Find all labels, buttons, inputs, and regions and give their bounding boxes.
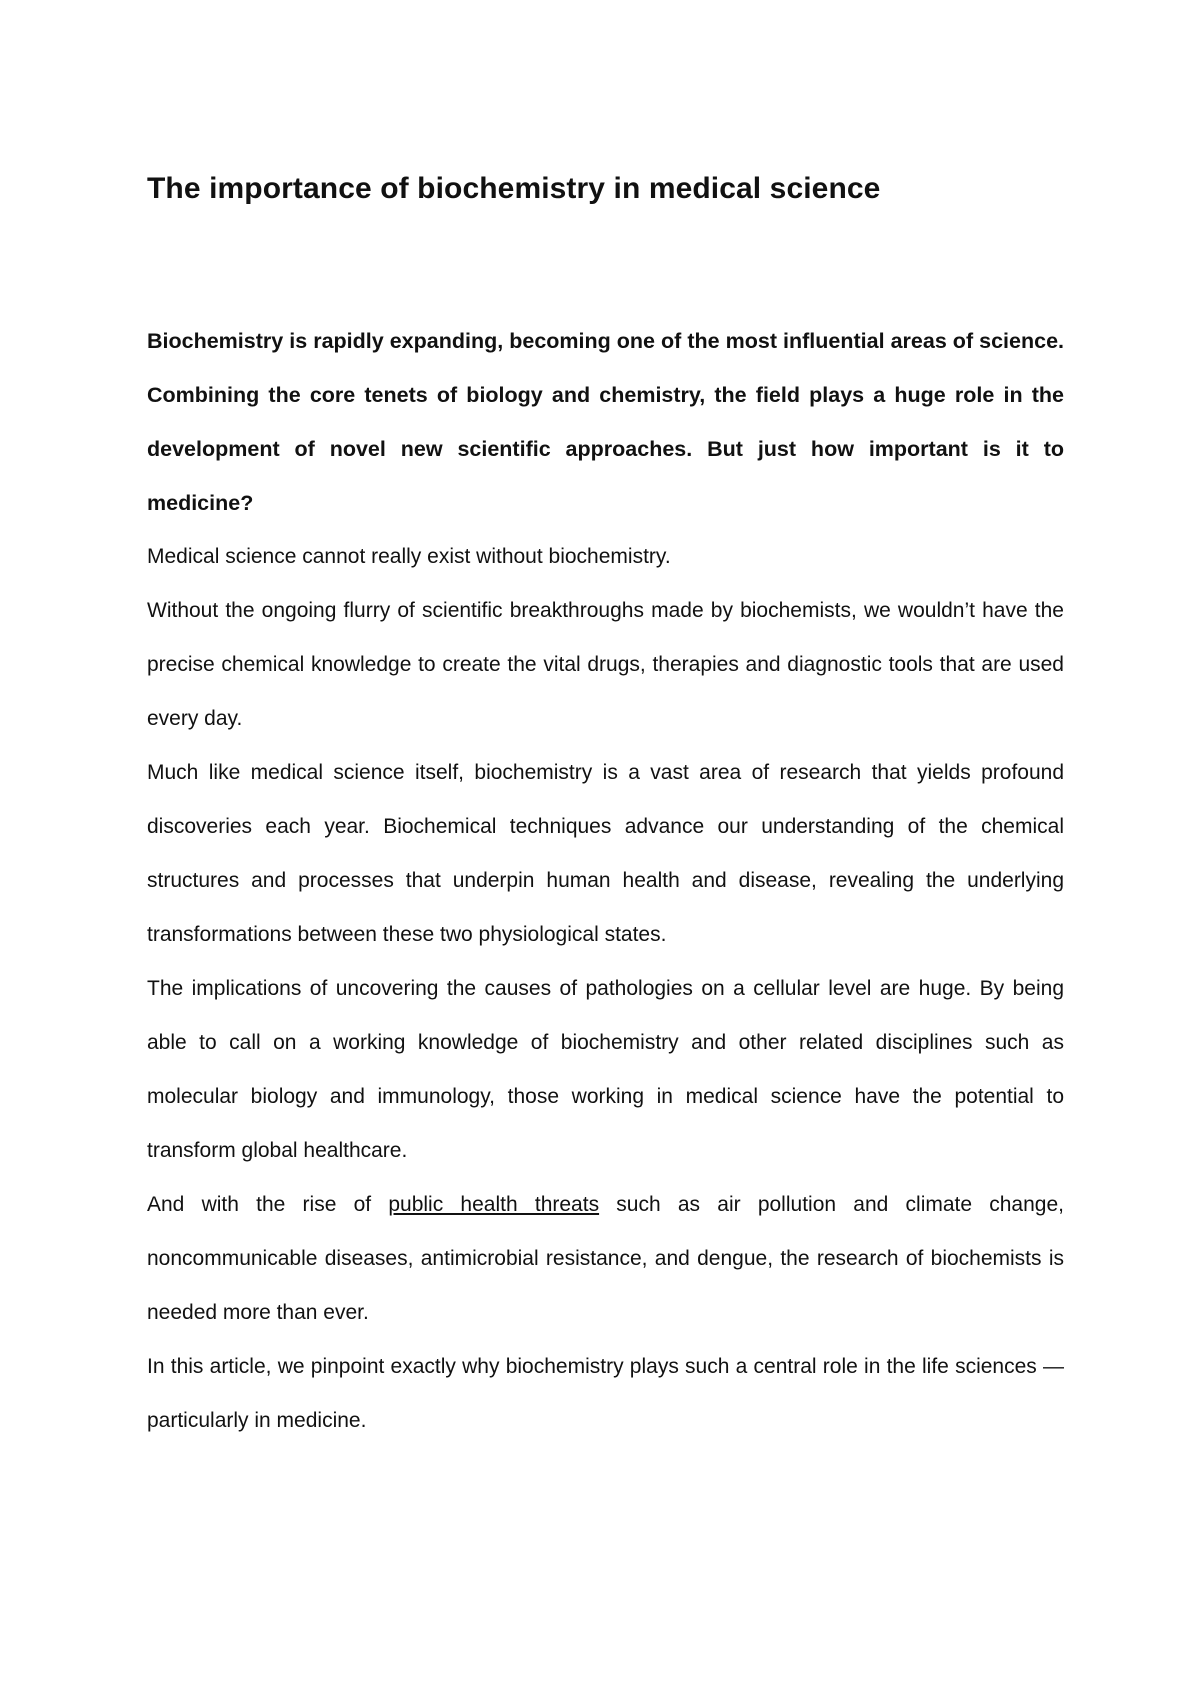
paragraph-2: Without the ongoing flurry of scientific breakthroughs made by biochemists, we wouldn’t have the precise chemical knowledge to create the vital drugs, therapies and diagnostic tools that are used every day. (147, 599, 1064, 730)
paragraph-4: The implications of uncovering the causes of pathologies on a cellular level are huge. By being able to call on a working knowledge of biochemistry and other related disciplines such as molecular biology and immunology, those working in medical science have the potential to transform global healthcare. (147, 977, 1064, 1162)
public-health-threats-link[interactable]: public health threats (388, 1193, 600, 1216)
paragraph-5-text-after: such as air pollution and climate change, noncommunicable diseases, antimicrobial resistance, and dengue, the research of biochemists is needed more than ever. (147, 1193, 1064, 1324)
lead-paragraph: Biochemistry is rapidly expanding, becoming one of the most influential areas of science. Combining the core tenets of biology and chemistry, the field plays a huge role in the development of novel new scientific approaches. But just how important is it to medicine? (147, 329, 1064, 515)
document-title: The importance of biochemistry in medical science (147, 172, 881, 205)
paragraph-5 (147, 1178, 1064, 1340)
paragraph-6: In this article, we pinpoint exactly why biochemistry plays such a central role in the life sciences — particularly in medicine. (147, 1355, 1064, 1432)
document-body (147, 162, 1064, 1448)
paragraph-1: Medical science cannot really exist without biochemistry. (147, 545, 671, 568)
paragraph-5-text-before: And with the rise of (147, 1193, 389, 1216)
paragraph-3: Much like medical science itself, biochemistry is a vast area of research that yields profound discoveries each year. Biochemical techniques advance our understanding of the chemical structures and processes that underpin human health and disease, revealing the underlying transformations between these two physiological states. (147, 761, 1064, 946)
